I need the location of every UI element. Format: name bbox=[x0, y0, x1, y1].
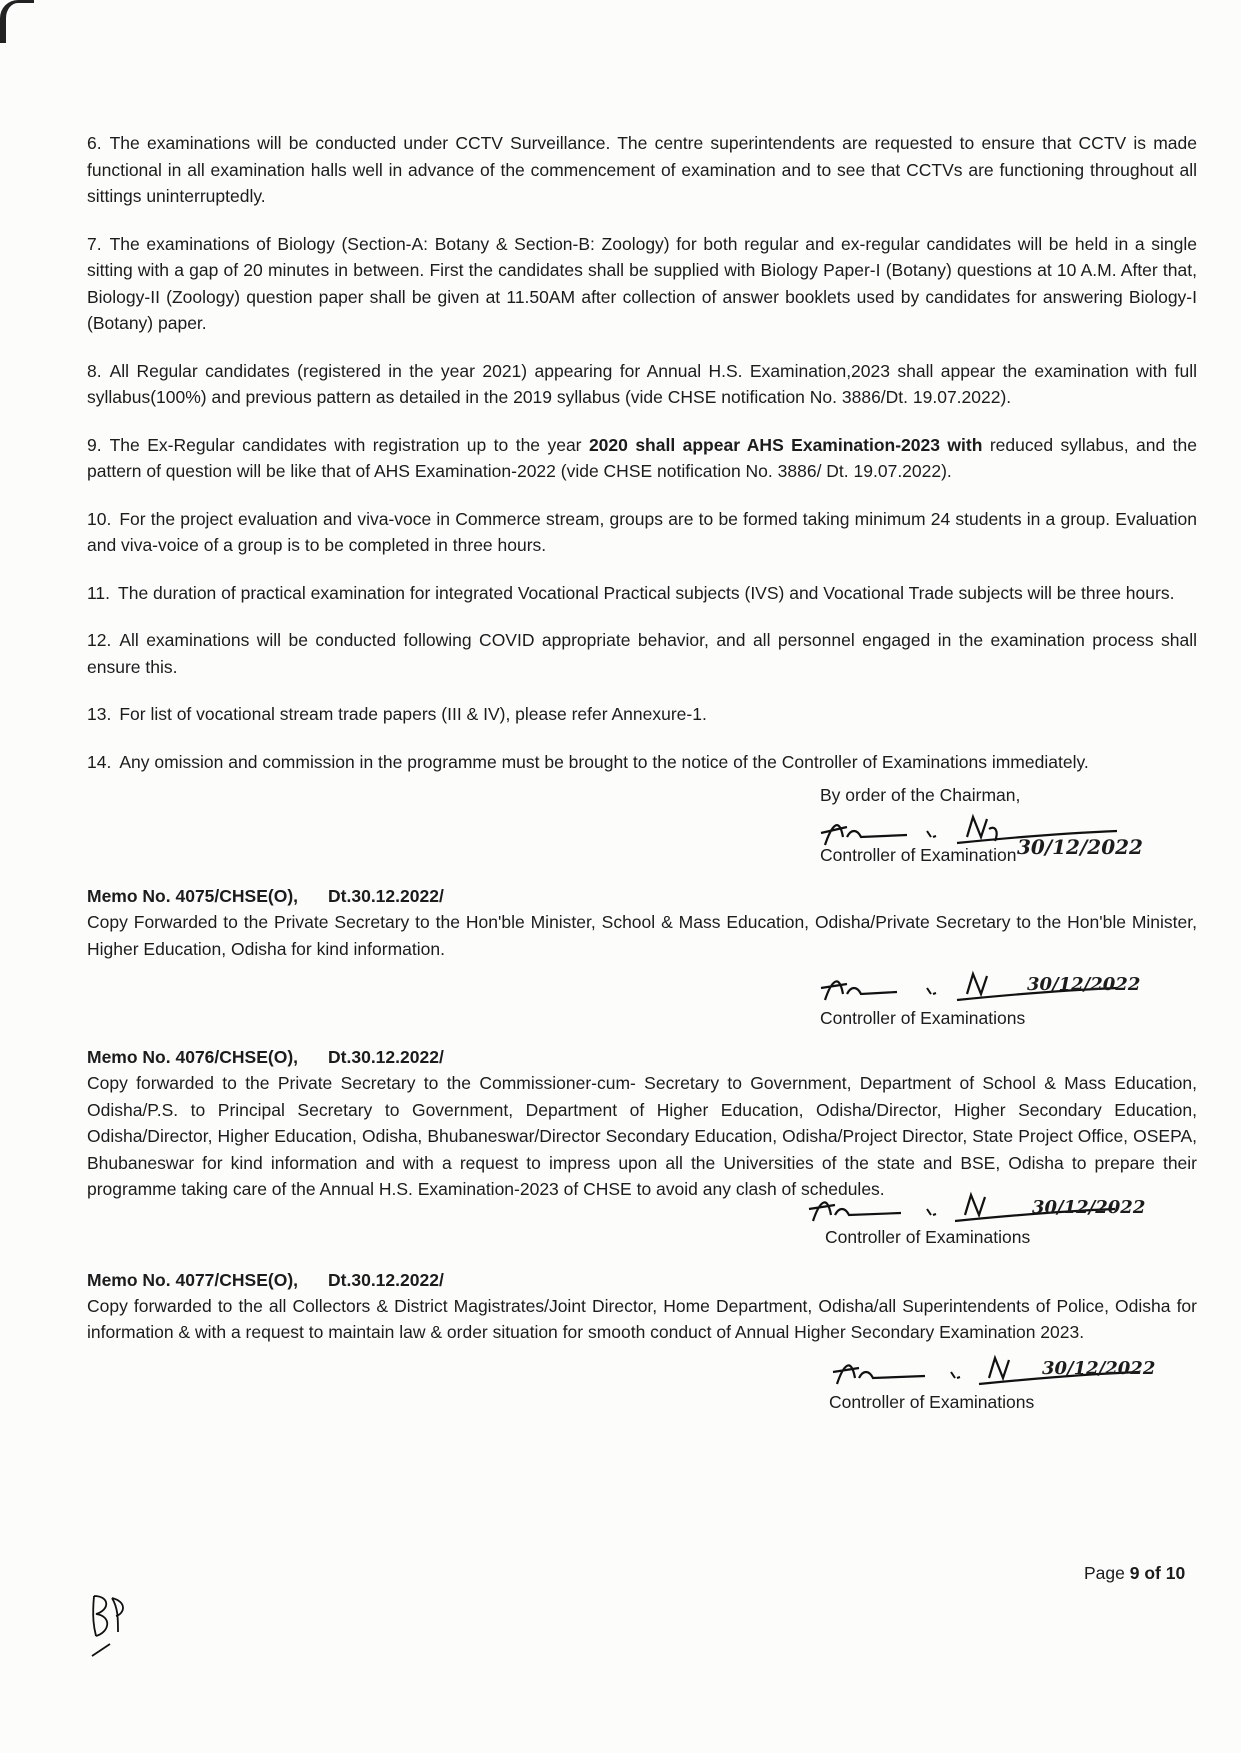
scan-edge-mark bbox=[0, 0, 34, 43]
memo-number: Memo No. 4075/CHSE(O), bbox=[87, 886, 299, 906]
memo-number: Memo No. 4076/CHSE(O), bbox=[87, 1047, 299, 1067]
memo-date: Dt.30.12.2022/ bbox=[328, 886, 444, 906]
paragraph-9: 9. The Ex-Regular candidates with registration up to the year 2020 shall appear AHS Examination-2023 with reduced syllabus, and the pattern of question will be like that of AHS Examination-2022 (vide CHSE notification No. 3886/ Dt. 19.07.2022). bbox=[87, 434, 1197, 481]
handwritten-initials bbox=[88, 1588, 138, 1658]
signature-date: 30/12/2022 bbox=[1042, 1357, 1156, 1379]
memo-4076 bbox=[87, 1044, 1197, 1253]
memo-date: Dt.30.12.2022/ bbox=[328, 1269, 444, 1290]
signature-date: 30/12/2022 bbox=[1017, 835, 1143, 859]
chairman-order-signature-block bbox=[87, 785, 1197, 881]
memo-body: Copy Forwarded to the Private Secretary to the Hon'ble Minister, School & Mass Education, Odisha/Private Secretary to the Hon'ble Minister, Higher Education, Odisha for kind information. bbox=[87, 912, 1197, 959]
order-line: By order of the Chairman, bbox=[820, 785, 1021, 805]
controller-title: Controller of Examination bbox=[820, 845, 1017, 865]
paragraph-6: 6. The examinations will be conducted under CCTV Surveillance. The centre superintendents are requested to ensure that CCTV is made functional in all examination halls well in advance of the commencement of examination and to see that CCTVs are functioning throughout all sittings uninterruptedly. bbox=[87, 133, 1197, 206]
page-number: Page 9 of 10 bbox=[1084, 1563, 1186, 1583]
controller-title: Controller of Examinations bbox=[820, 1008, 1026, 1028]
paragraph-12: 12. All examinations will be conducted following COVID appropriate behavior, and all personnel engaged in the examination process shall ensure this. bbox=[87, 630, 1197, 677]
paragraph-11: 11. The duration of practical examination for integrated Vocational Practical subjects (IVS) and Vocational Trade subjects will be three hours. bbox=[87, 582, 1175, 603]
signature-date: 30/12/2022 bbox=[1027, 974, 1141, 995]
paragraph-8: 8. All Regular candidates (registered in the year 2021) appearing for Annual H.S. Examination,2023 shall appear the examination with full syllabus(100%) and previous pattern as detailed in the 2019 syllabus (vide CHSE notification No. 3886/Dt. 19.07.2022). bbox=[87, 360, 1197, 407]
controller-title: Controller of Examinations bbox=[825, 1226, 1031, 1247]
memo-4077 bbox=[87, 1267, 1197, 1418]
signature-date: 30/12/2022 bbox=[1032, 1196, 1146, 1218]
memo-body: Copy forwarded to the all Collectors & District Magistrates/Joint Director, Home Department, Odisha/all Superintendents of Police, Odisha for information & with a request to maintain law & order situation for smooth conduct of Annual Higher Secondary Examination 2023. bbox=[87, 1295, 1197, 1342]
memo-number: Memo No. 4077/CHSE(O), bbox=[87, 1269, 299, 1290]
controller-title: Controller of Examinations bbox=[829, 1391, 1035, 1412]
memo-date: Dt.30.12.2022/ bbox=[328, 1047, 444, 1067]
memo-4075 bbox=[87, 883, 1197, 1034]
memo-body: Copy forwarded to the Private Secretary to the Commissioner-cum- Secretary to Government, Department of School & Mass Education, Odisha/P.S. to Principal Secretary to Government, Department of Higher Education, Odisha/Director, Higher Secondary Education, Odisha/Director, Higher Education, Odisha, Bhubaneswar/Director Secondary Education, Odisha/Project Director, State Project Office, OSEPA, Bhubaneswar for kind information and with a request to impress upon all the Universities of the state and BSE, Odisha to prepare their programme taking care of the Annual H.S. Examination-2023 of CHSE to avoid any clash of schedules. bbox=[87, 1073, 1197, 1199]
paragraph-7: 7. The examinations of Biology (Section-A: Botany & Section-B: Zoology) for both regular and ex-regular candidates will be held in a single sitting with a gap of 20 minutes in between. First the candidates shall be supplied with Biology Paper-I (Botany) questions at 10 A.M. After that, Biology-II (Zoology) question paper shall be given at 11.50AM after collection of answer booklets used by candidates for answering Biology-I (Botany) paper. bbox=[87, 233, 1197, 333]
paragraph-13: 13. For list of vocational stream trade papers (III & IV), please refer Annexure-1. bbox=[87, 704, 707, 724]
document-content bbox=[87, 130, 1197, 1418]
paragraph-14: 14. Any omission and commission in the programme must be brought to the notice of the Controller of Examinations immediately. bbox=[87, 751, 1089, 772]
paragraph-10: 10. For the project evaluation and viva-voce in Commerce stream, groups are to be formed taking minimum 24 students in a group. Evaluation and viva-voice of a group is to be completed in three hours. bbox=[87, 508, 1197, 555]
